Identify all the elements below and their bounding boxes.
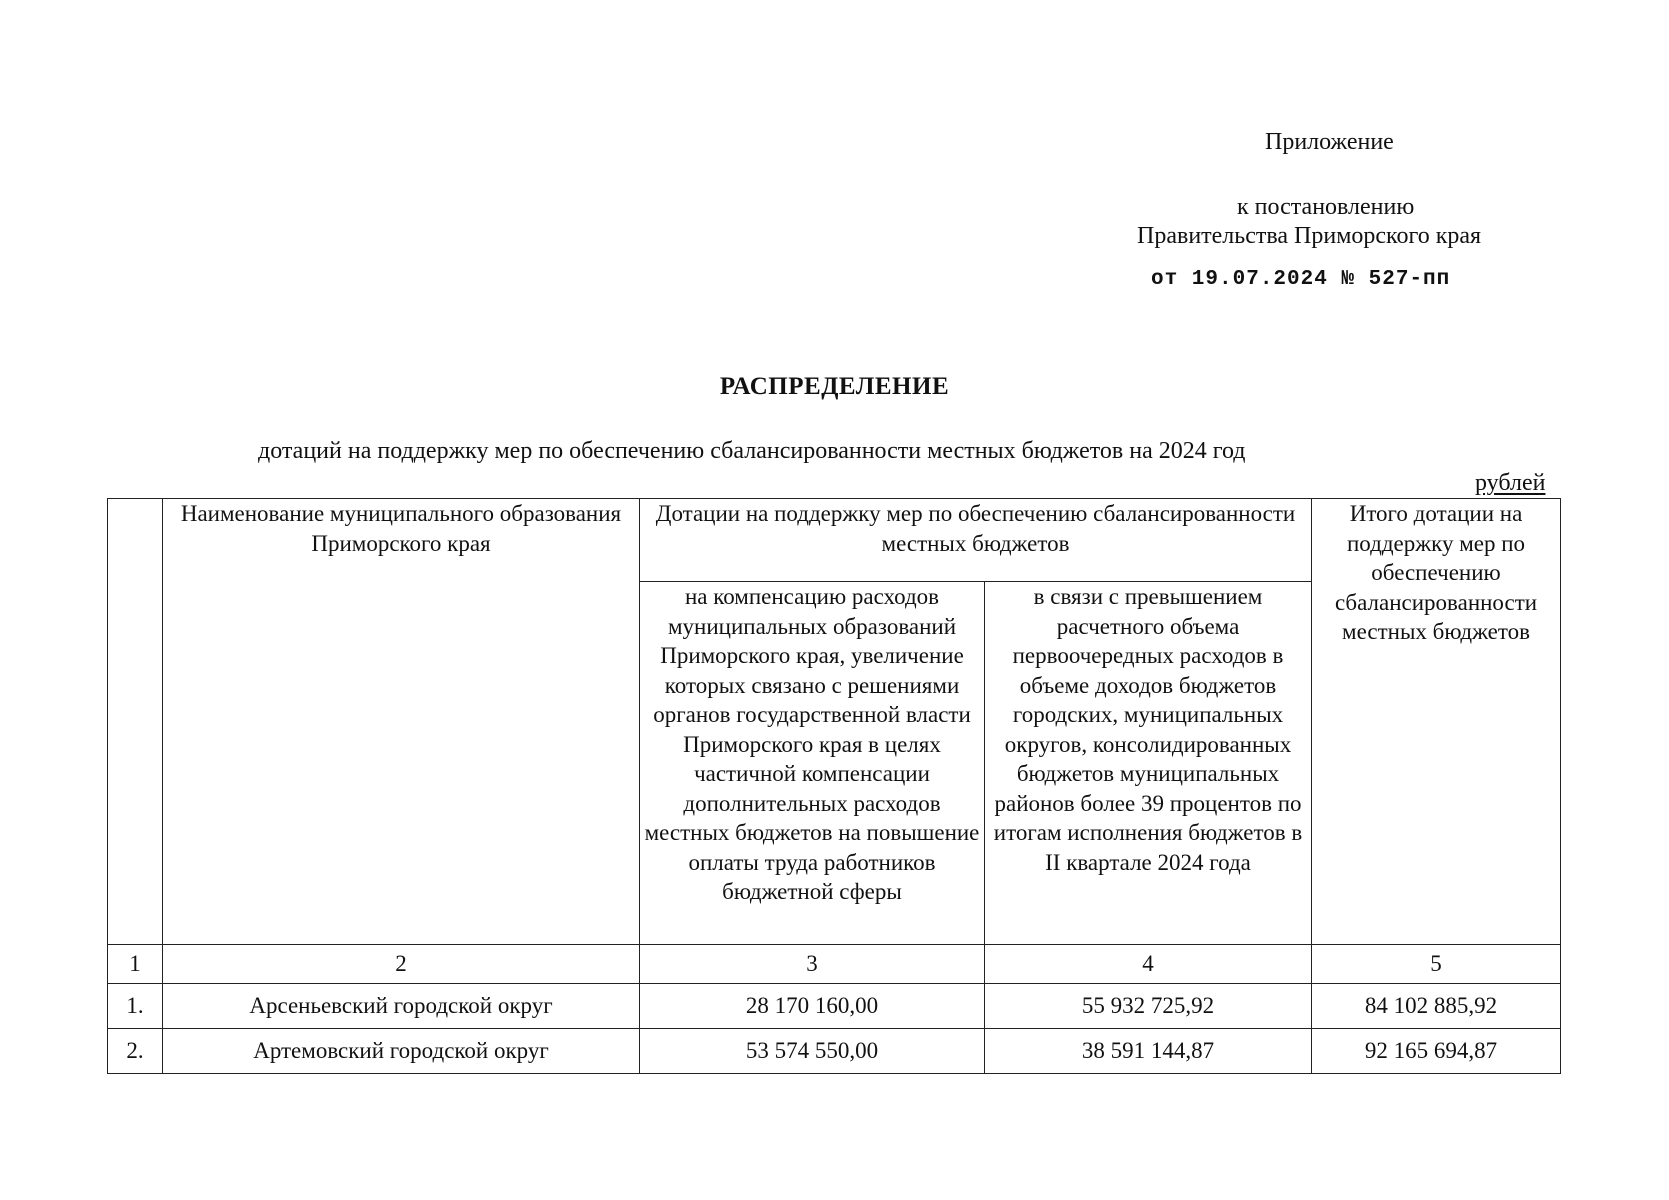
column-number-row	[108, 945, 1561, 984]
header-row-group	[108, 499, 1561, 582]
appendix-date-number: от 19.07.2024 № 527-пп	[1151, 268, 1451, 291]
document-title	[0, 373, 1669, 401]
document-title-text: РАСПРЕДЕЛЕНИЕ	[719, 373, 950, 400]
excess-amount: 38 591 144,87	[985, 1029, 1312, 1074]
appendix-government: Правительства Приморского края	[1137, 223, 1482, 249]
column-number: 1	[108, 945, 163, 984]
header-total: Итого дотации на поддержку мер по обеспечению сбалансированности местных бюджетов	[1312, 499, 1561, 945]
compensation-amount: 28 170 160,00	[640, 984, 985, 1029]
header-compensation: на компенсацию расходов муниципальных образований Приморского края, увеличение которых связано с решениями органов государственной власти Приморского края в целях частичной компенсации дополнительных расходов местных бюджетов на повышение оплаты труда работников бюджетной сферы	[640, 582, 985, 945]
table-row	[108, 1029, 1561, 1074]
distribution-table	[107, 498, 1561, 1074]
column-number: 4	[985, 945, 1312, 984]
document-subtitle: дотаций на поддержку мер по обеспечению сбалансированности местных бюджетов на 2024 год	[258, 438, 1246, 464]
header-subsidy-group: Дотации на поддержку мер по обеспечению сбалансированности местных бюджетов	[640, 499, 1312, 582]
column-number: 5	[1312, 945, 1561, 984]
header-index-cell	[108, 499, 163, 945]
row-index: 2.	[108, 1029, 163, 1074]
municipality-name: Артемовский городской округ	[163, 1029, 640, 1074]
total-amount: 92 165 694,87	[1312, 1029, 1561, 1074]
header-municipality-name: Наименование муниципального образования Приморского края	[163, 499, 640, 945]
column-number: 3	[640, 945, 985, 984]
column-number: 2	[163, 945, 640, 984]
row-index: 1.	[108, 984, 163, 1029]
total-amount: 84 102 885,92	[1312, 984, 1561, 1029]
compensation-amount: 53 574 550,00	[640, 1029, 985, 1074]
table-row	[108, 984, 1561, 1029]
municipality-name: Арсеньевский городской округ	[163, 984, 640, 1029]
appendix-title: Приложение	[1265, 129, 1394, 155]
appendix-to: к постановлению	[1237, 194, 1415, 220]
excess-amount: 55 932 725,92	[985, 984, 1312, 1029]
header-excess: в связи с превышением расчетного объема первоочередных расходов в объеме доходов бюджетов городских, муниципальных округов, консолидированных бюджетов муниципальных районов более 39 процентов по итогам исполнения бюджетов в II квартале 2024 года	[985, 582, 1312, 945]
units-label: рублей	[1475, 470, 1546, 496]
